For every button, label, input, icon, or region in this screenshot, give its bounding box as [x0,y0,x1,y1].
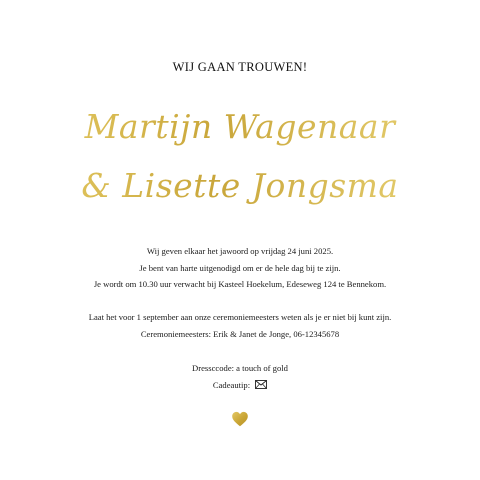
announcement-line: Wij geven elkaar het jawoord op vrijdag 24 juni 2025. [146,246,334,256]
envelope-icon[interactable] [255,380,267,389]
rsvp-block [0,309,480,342]
couple-name-line-2: & Lisette Jongsma [0,166,480,205]
gift-tip-row [213,377,267,394]
gift-tip-label: Cadeautip: [212,379,251,390]
dresscode-line: Dressccode: a touch of gold [192,363,288,373]
announcement-block [0,243,480,293]
ceremony-masters-line: Ceremoniemeesters: Erik & Janet de Jonge, 06-12345678 [140,328,340,339]
couple-name-line-1: Martijn Wagenaar [0,107,480,146]
announcement-line: Je bent van harte uitgenodigd om er de hele dag bij te zijn. [139,262,341,273]
details-block [0,360,480,393]
gift-tip-line [0,377,480,394]
announcement-line: Je wordt om 10.30 uur verwacht bij Kasteel Hoekelum, Edeseweg 124 te Bennekom. [93,279,387,289]
heart-icon [231,410,249,428]
invitation-heading: WIJ GAAN TROUWEN! [172,60,308,74]
rsvp-line: Laat het voor 1 september aan onze ceremoniemeesters weten als je er niet bij kunt zijn. [88,312,392,322]
